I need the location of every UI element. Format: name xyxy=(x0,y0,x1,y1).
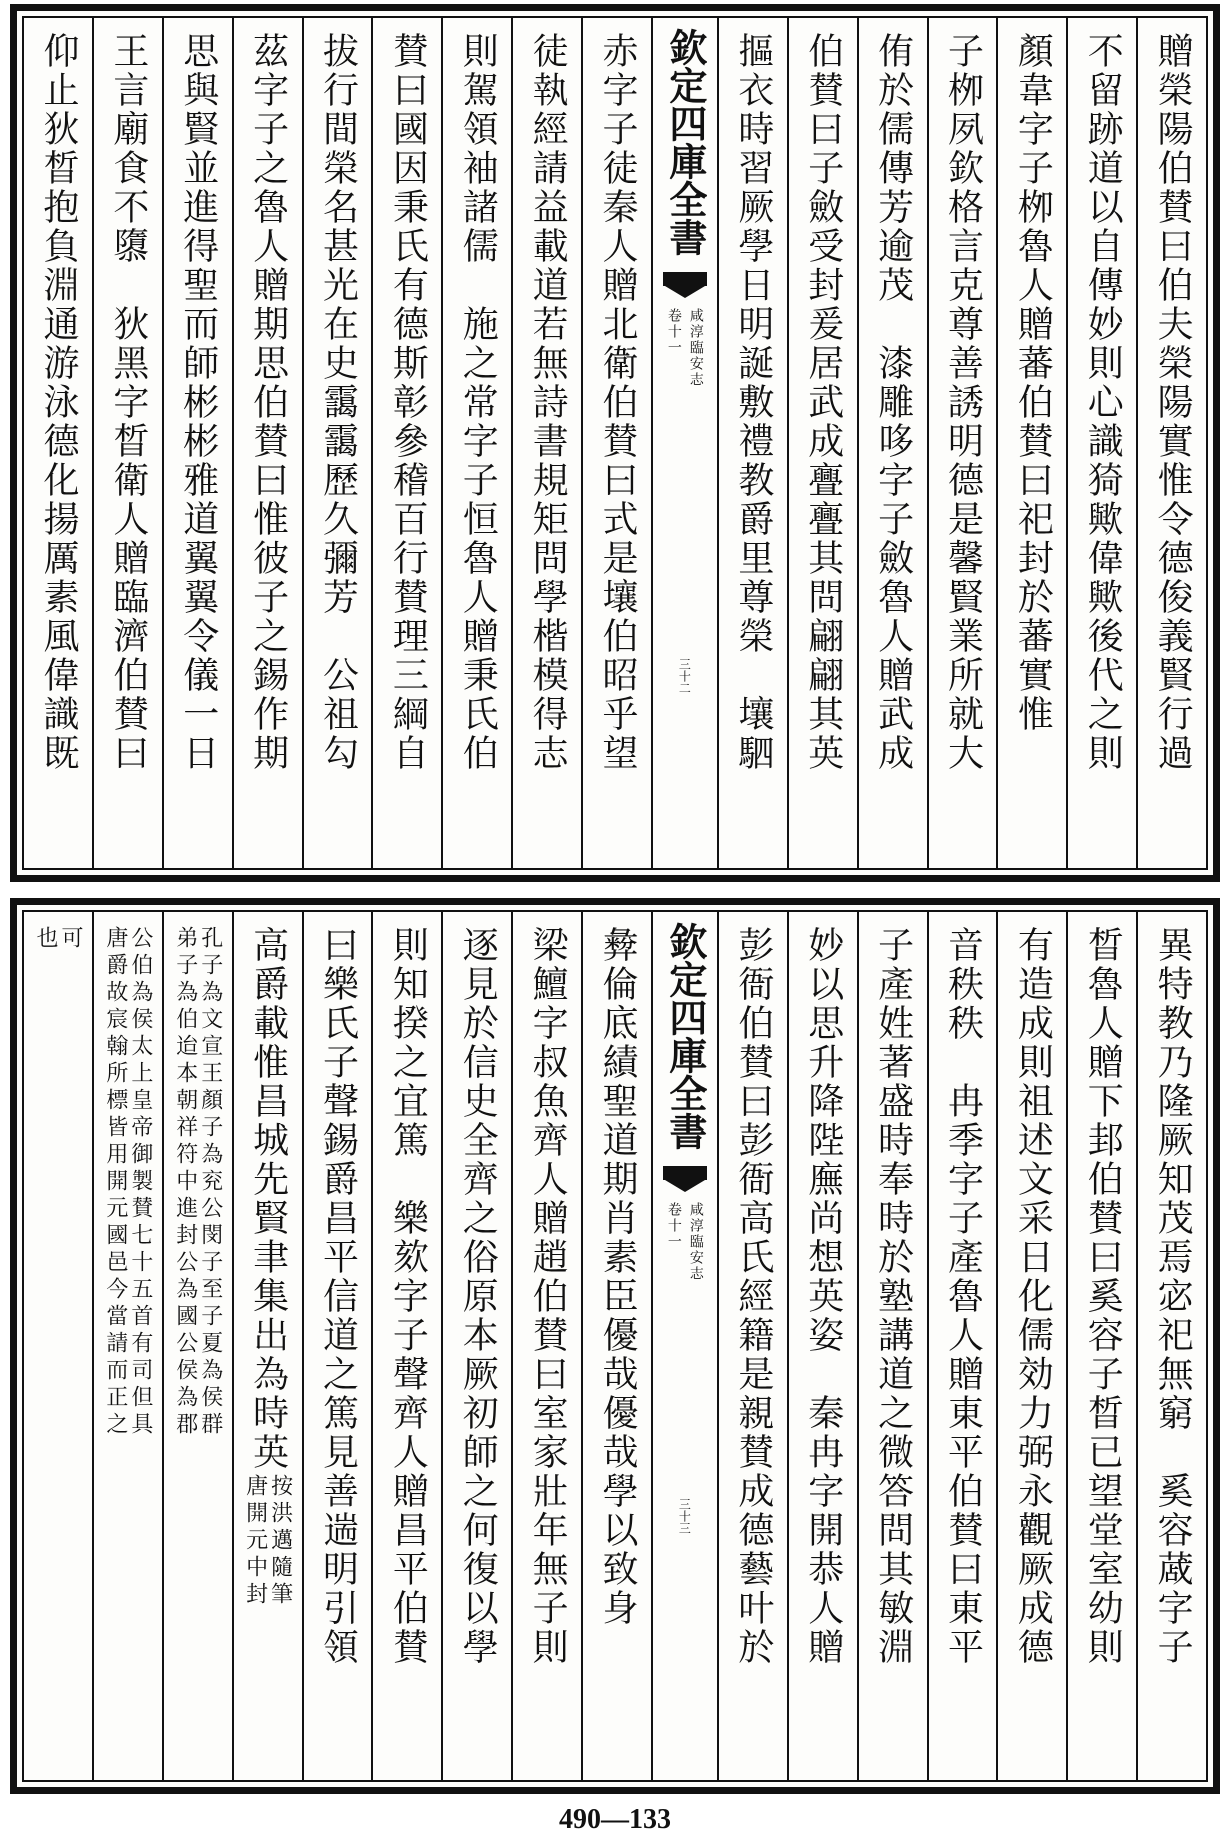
leaf-number: 三十二 xyxy=(677,658,692,694)
text-column xyxy=(441,912,511,1780)
text-column xyxy=(511,18,581,868)
text-column xyxy=(787,912,857,1780)
column-text: 晳魯人贈下邽伯賛曰奚容子晳已望堂室幼則 xyxy=(1082,926,1124,1667)
column-text: 子產姓著盛時奉時於塾講道之微答問其敏淵 xyxy=(872,926,914,1667)
column-text: 思與賢並進得聖而師彬彬雅道翼翼令儀一日 xyxy=(177,32,219,773)
column-text: 音秩秩 冉季字子產魯人贈東平伯賛曰東平 xyxy=(942,926,984,1667)
note-line-left: 唐開元中封 xyxy=(242,1474,268,1609)
column-text: 伯賛曰子斂受封爰居武成亹亹其問翩翩其英 xyxy=(802,32,844,773)
column-text: 赤字子徒秦人贈北衛伯賛曰式是壤伯昭乎望 xyxy=(596,32,638,773)
column-text: 逐見於信史全齊之俗原本厥初師之何復以學 xyxy=(457,926,499,1667)
note-line-left: 也 xyxy=(32,926,58,953)
text-column xyxy=(302,18,372,868)
lower-page xyxy=(10,898,1220,1794)
column-text: 妙以思升降陛廡尚想英姿 秦冉字開恭人贈 xyxy=(802,926,844,1667)
small-note-column xyxy=(24,912,92,1780)
fish-tail-ornament-icon xyxy=(663,266,707,300)
text-column xyxy=(717,912,787,1780)
spine-book-title: 咸淳臨安志 xyxy=(687,308,704,388)
spine-title: 欽定四庫全書 xyxy=(662,922,708,1150)
text-column xyxy=(927,912,997,1780)
upper-page xyxy=(10,4,1220,882)
text-column xyxy=(996,18,1066,868)
text-column xyxy=(581,18,651,868)
small-note-column xyxy=(162,912,232,1780)
column-text: 仰止狄晳抱負淵通游泳德化揚厲素風偉識既 xyxy=(37,32,79,773)
spine-volume: 卷十一 xyxy=(665,1202,682,1250)
note-line-left: 弟子為伯迨本朝祥符中進封公為國公侯為郡 xyxy=(172,926,198,1439)
fish-tail-ornament-icon xyxy=(663,1160,707,1194)
column-text: 子栁夙欽格言克尊善誘明德是馨賢業所就大 xyxy=(942,32,984,773)
column-text: 顏韋字子栁魯人贈蕃伯賛曰祀封於蕃實惟 xyxy=(1012,32,1054,734)
text-column xyxy=(927,18,997,868)
column-text: 高爵載惟昌城先賢聿集出為時英 xyxy=(247,926,289,1472)
text-column xyxy=(162,18,232,868)
spine-title: 欽定四庫全書 xyxy=(662,28,708,256)
text-column xyxy=(92,18,162,868)
text-column xyxy=(302,912,372,1780)
text-column xyxy=(24,18,92,868)
column-text: 侑於儒傳芳逾茂 漆雕哆字子斂魯人贈武成 xyxy=(872,32,914,773)
column-text: 則駕領袖諸儒 施之常字子恒魯人贈秉氏伯 xyxy=(457,32,499,773)
small-note-column xyxy=(92,912,162,1780)
column-text: 梁鱣字叔魚齊人贈趙伯賛曰室家壯年無子則 xyxy=(527,926,569,1667)
text-column xyxy=(511,912,581,1780)
text-column-with-note xyxy=(232,912,302,1780)
lower-columns xyxy=(24,912,1206,1780)
column-text: 彭衙伯賛曰彭衙高氏經籍是親賛成德藝叶於 xyxy=(732,926,774,1667)
text-column xyxy=(1066,18,1136,868)
note-line-right: 公伯為侯太上皇帝御製賛七十五首有司但具 xyxy=(127,926,153,1439)
column-text: 彜倫底績聖道期肖素臣優哉優哉學以致身 xyxy=(596,926,638,1628)
text-column xyxy=(996,912,1066,1780)
text-column xyxy=(787,18,857,868)
text-column xyxy=(1066,912,1136,1780)
spine-subtitle xyxy=(664,308,706,388)
note-line-right: 孔子為文宣王顏子為兖公閔子至子夏為侯群 xyxy=(197,926,223,1439)
text-column xyxy=(857,912,927,1780)
note-line-left: 唐爵故宸翰所標皆用開元國邑今當請而正之 xyxy=(102,926,128,1439)
text-column xyxy=(717,18,787,868)
column-text: 曰樂氏子聲錫爵昌平信道之篤見善遄明引領 xyxy=(317,926,359,1667)
text-column xyxy=(857,18,927,868)
volume-page-number: 490—133 xyxy=(559,1804,671,1835)
column-text: 贈榮陽伯賛曰伯夫榮陽實惟令德俊義賢行過 xyxy=(1152,32,1194,773)
note-line-right: 可 xyxy=(58,926,84,953)
column-text: 茲字子之魯人贈期思伯賛曰惟彼子之錫作期 xyxy=(247,32,289,773)
column-text: 徒執經請益載道若無詩書規矩問學楷模得志 xyxy=(527,32,569,773)
spine-book-title: 咸淳臨安志 xyxy=(687,1202,704,1282)
text-column xyxy=(371,18,441,868)
column-text: 摳衣時習厥學日明誕敷禮教爵里尊榮 壤駟 xyxy=(732,32,774,773)
text-column xyxy=(581,912,651,1780)
column-text: 王言廟食不隳 狄黑字晳衛人贈臨濟伯賛曰 xyxy=(107,32,149,773)
column-text: 不留跡道以自傳妙則心識猗歟偉歟後代之則 xyxy=(1082,32,1124,773)
spine-subtitle xyxy=(664,1202,706,1282)
spine-volume: 卷十一 xyxy=(665,308,682,356)
column-text: 有造成則祖述文采日化儒効力弼永觀厥成德 xyxy=(1012,926,1054,1667)
column-text: 賛曰國因秉氏有德斯彰參稽百行賛理三綱自 xyxy=(387,32,429,773)
text-column xyxy=(1136,18,1206,868)
note-line-right: 按洪邁隨筆 xyxy=(267,1474,293,1609)
column-text: 拔行間榮名甚光在史靄靄歷久彌芳 公祖勾 xyxy=(317,32,359,773)
column-text: 異特教乃隆厥知茂焉宓祀無窮 奚容蒧字子 xyxy=(1152,926,1194,1667)
text-column xyxy=(232,18,302,868)
text-column xyxy=(441,18,511,868)
center-spine xyxy=(651,912,717,1780)
leaf-number: 三十三 xyxy=(677,1498,692,1534)
text-column xyxy=(371,912,441,1780)
interlinear-note xyxy=(243,1472,291,1609)
column-text: 則知揆之宜篤 樂欬字子聲齊人贈昌平伯賛 xyxy=(387,926,429,1667)
text-column xyxy=(1136,912,1206,1780)
center-spine xyxy=(651,18,717,868)
upper-columns xyxy=(24,18,1206,868)
